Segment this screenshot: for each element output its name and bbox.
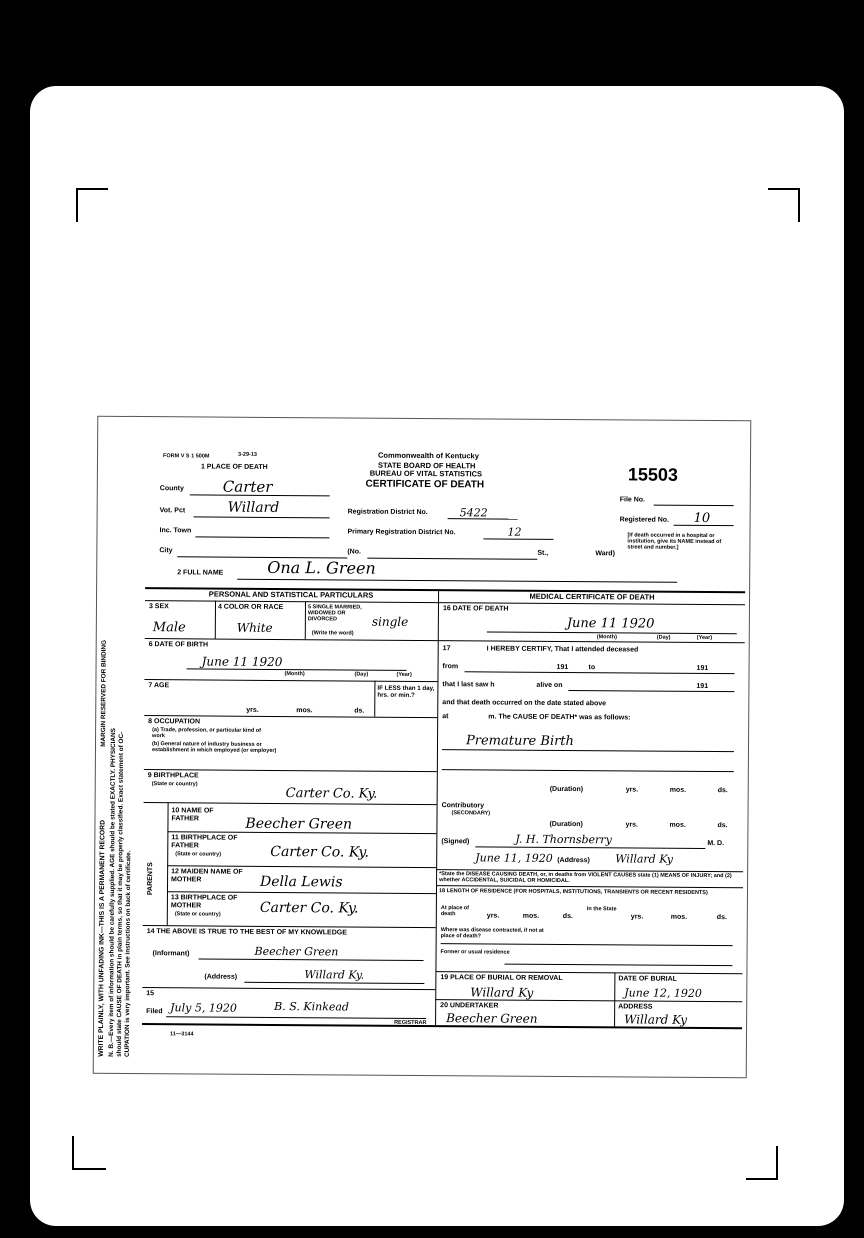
father-birthplace-value: Carter Co. Ky. (270, 843, 369, 861)
file-no-label: File No. (619, 496, 646, 504)
father-value: Beecher Green (245, 815, 353, 833)
alive-on-label: alive on (536, 681, 563, 689)
sex-label: 3 SEX (148, 603, 169, 611)
county-label: County (159, 485, 184, 493)
in-state-mos-label: mos. (670, 913, 688, 921)
undertaker-address-label: ADDRESS (618, 1003, 653, 1011)
to-label: to (588, 664, 596, 672)
registrar-label: REGISTRAR (394, 1019, 427, 1027)
in-state-yrs-label: yrs. (630, 913, 644, 921)
former-residence-label: Former or usual residence (440, 949, 510, 956)
reg-district-value: 5422 (459, 506, 488, 520)
form-code: FORM V S 1 500M (163, 453, 210, 460)
birthplace-value: Carter Co. Ky. (285, 786, 378, 802)
cause-value: Premature Birth (465, 733, 575, 750)
burial-label: 19 PLACE OF BURIAL OR REMOVAL (440, 974, 563, 982)
secondary-label: (SECONDARY) (451, 810, 491, 817)
age-label: 7 AGE (148, 682, 170, 690)
st-label: St., (537, 549, 549, 557)
to-year-prefix: 191 (696, 664, 709, 672)
full-name-label: 2 FULL NAME (177, 569, 224, 577)
cause-text: m. The CAUSE OF DEATH* was as follows: (488, 713, 631, 722)
duration-label: (Duration) (549, 785, 584, 794)
primary-reg-label: Primary Registration District No. (347, 528, 456, 537)
state-name: Commonwealth of Kentucky (378, 450, 479, 461)
crop-mark-bottom-right (746, 1146, 778, 1180)
dob-day-label: (Day) (354, 671, 369, 678)
contributory-duration-label: (Duration) (549, 820, 583, 829)
date-of-death-value: June 11 1920 (566, 616, 655, 632)
registered-no-value: 10 (693, 510, 711, 527)
sex-value: Male (152, 620, 186, 636)
no-label: (No. (347, 548, 361, 556)
margin-binding-text: MARGIN RESERVED FOR BINDING (99, 639, 108, 747)
contributory-yrs-label: yrs. (625, 821, 638, 829)
at-place-yrs-label: yrs. (486, 912, 500, 920)
residence-label: 18 LENGTH OF RESIDENCE (FOR HOSPITALS, INSTITUTIONS, TRANSIENTS OR RECENT RESIDENTS) (438, 888, 708, 896)
marital-note: (Write the word) (311, 630, 354, 637)
board-name: STATE BOARD OF HEALTH (377, 460, 476, 471)
color-label: 4 COLOR OR RACE (217, 603, 284, 612)
filed-label: Filed (146, 1008, 163, 1016)
true-statement-label: 14 THE ABOVE IS TRUE TO THE BEST OF MY KNOWLEDGE (146, 928, 347, 937)
certificate-title: CERTIFICATE OF DEATH (365, 478, 485, 491)
mother-birthplace-note: (State or country) (174, 911, 221, 918)
certificate-number: 15503 (627, 464, 679, 485)
dob-label: 6 DATE OF BIRTH (148, 641, 209, 649)
informant-label: (Informant) (152, 950, 190, 958)
contributory-ds-label: ds. (717, 822, 728, 830)
burial-date-value: June 12, 1920 (624, 986, 702, 1000)
duration-mos-label: mos. (669, 786, 687, 794)
address-value: Willard Ky. (304, 968, 365, 982)
medical-section-title: MEDICAL CERTIFICATE OF DEATH (529, 591, 655, 602)
signed-value: J. H. Thornsberry (515, 832, 612, 847)
contributory-mos-label: mos. (669, 821, 686, 829)
duration-ds-label: ds. (717, 787, 728, 795)
place-of-death-label: 1 PLACE OF DEATH (200, 463, 268, 471)
from-label: from (442, 663, 459, 671)
contributory-label: Contributory (441, 802, 485, 810)
mother-label: 12 MAIDEN NAME OF MOTHER (171, 868, 243, 884)
at-place-ds-label: ds. (562, 912, 573, 921)
burial-value: Willard Ky (470, 985, 534, 1000)
age-mos-label: mos. (296, 707, 313, 715)
less-than-day-label: IF LESS than 1 day, hrs. or min.? (377, 684, 435, 699)
color-value: White (236, 620, 273, 635)
contracted-label: Where was disease contracted, if not at place of death? (440, 927, 544, 940)
vot-pct-label: Vot. Pct (159, 507, 186, 515)
undertaker-value: Beecher Green (446, 1011, 538, 1026)
personal-section-title: PERSONAL AND STATISTICAL PARTICULARS (208, 589, 374, 600)
in-state-label: In the State (586, 906, 617, 913)
occupation-label: 8 OCCUPATION (148, 718, 201, 726)
age-yrs-label: yrs. (246, 706, 259, 714)
registrar-value: B. S. Kinkead (274, 999, 350, 1014)
bureau-name: BUREAU OF VITAL STATISTICS (369, 468, 483, 479)
date-of-death-label: 16 DATE OF DEATH (442, 605, 509, 613)
dob-month-label: (Month) (284, 671, 305, 678)
informant-value: Beecher Green (254, 944, 339, 959)
father-birthplace-label: 11 BIRTHPLACE OF FATHER (171, 834, 238, 850)
med-address-label: (Address) (557, 856, 590, 865)
med-address-value: Willard Ky (615, 852, 674, 866)
address-label: (Address) (204, 973, 238, 981)
marital-label: 5 SINGLE MARRIED, WIDOWED OR DIVORCED (307, 604, 362, 623)
vot-pct-value: Willard (227, 499, 280, 516)
form-date: 3-29-13 (238, 451, 258, 458)
registered-no-label: Registered No. (619, 516, 670, 524)
father-label: 10 NAME OF FATHER (171, 807, 214, 823)
birthplace-label: 9 BIRTHPLACE (147, 772, 199, 780)
signed-label: (Signed) (441, 838, 470, 846)
duration-yrs-label: yrs. (625, 786, 639, 794)
county-value: Carter (222, 477, 273, 496)
hospital-note: [If death occurred in a hospital or institution, give its NAME instead of street and number.] (627, 532, 722, 551)
full-name-value: Ona L. Green (267, 557, 376, 578)
dob-value: June 11 1920 (201, 654, 283, 670)
mother-birthplace-value: Carter Co. Ky. (259, 899, 359, 917)
last-saw-label: that I last saw h (442, 681, 495, 689)
filed-value: July 5, 1920 (170, 1001, 237, 1015)
occupation-b-label: (b) General nature of industry business or establishment in which employed (or employer) (151, 741, 277, 754)
crop-mark-bottom-left (72, 1136, 106, 1170)
margin-instruction-1: WRITE PLAINLY, WITH UNFADING INK—THIS IS A PERMANENT RECORD (97, 819, 107, 1057)
crop-mark-top-right (768, 188, 800, 222)
in-state-ds-label: ds. (716, 914, 727, 922)
md-label: M. D. (707, 839, 725, 848)
at-place-mos-label: mos. (522, 912, 540, 920)
inc-town-label: Inc. Town (159, 527, 192, 535)
birthplace-note: (State or country) (151, 781, 198, 788)
at-place-label: At place of death (440, 905, 470, 918)
margin-instruction-4: CUPATION is very important. See instructions on back of certificate. (123, 850, 133, 1057)
mother-value: Della Lewis (259, 873, 343, 891)
marital-value: single (371, 614, 409, 629)
undertaker-label: 20 UNDERTAKER (440, 1002, 499, 1010)
at-label: at (442, 713, 449, 721)
occurred-text: and that death occurred on the date stated above (442, 699, 607, 708)
city-label: City (159, 547, 173, 555)
cause-footnote: *State the DISEASE CAUSING DEATH, or, in deaths from VIOLENT CAUSES state (1) MEANS OF INJURY; and (2) whether ACCIDENTAL, SUICIDAL OR HOMICIDAL. (439, 871, 732, 885)
death-certificate (93, 416, 752, 1079)
crop-mark-top-left (76, 188, 108, 222)
signed-date-value: June 11, 1920 (475, 851, 553, 865)
dob-year-label: (Year) (396, 671, 412, 678)
alive-year-prefix: 191 (696, 682, 709, 690)
father-birthplace-note: (State or country) (175, 851, 222, 858)
margin-instruction-3: should state CAUSE OF DEATH in plain terms, so that it may be properly classified. Exact statement of OC- (115, 731, 126, 1057)
form-bottom-code: 11—3144 (169, 1031, 194, 1038)
occupation-a-label: (a) Trade, profession, or particular kind of work (152, 727, 261, 740)
undertaker-address-value: Willard Ky (624, 1012, 688, 1027)
reg-district-label: Registration District No. (347, 508, 428, 517)
certify-text: I HEREBY CERTIFY, That I attended deceased (486, 645, 639, 654)
ward-label: Ward) (595, 550, 615, 558)
from-year-prefix: 191 (556, 663, 569, 672)
death-year-label: (Year) (696, 634, 713, 642)
burial-date-label: DATE OF BURIAL (618, 975, 678, 983)
parents-label: PARENTS (146, 862, 155, 896)
age-ds-label: ds. (354, 707, 365, 715)
death-day-label: (Day) (656, 634, 671, 641)
filed-number: 15 (146, 990, 155, 998)
death-month-label: (Month) (596, 634, 617, 641)
primary-reg-value: 12 (507, 525, 522, 539)
margin-instruction-2: N. B.—Every item of information should be carefully supplied. AGE should be stated EXACTLY. PHYSICIANS (107, 728, 118, 1057)
mother-birthplace-label: 13 BIRTHPLACE OF MOTHER (170, 894, 238, 910)
certify-number: 17 (442, 645, 451, 653)
